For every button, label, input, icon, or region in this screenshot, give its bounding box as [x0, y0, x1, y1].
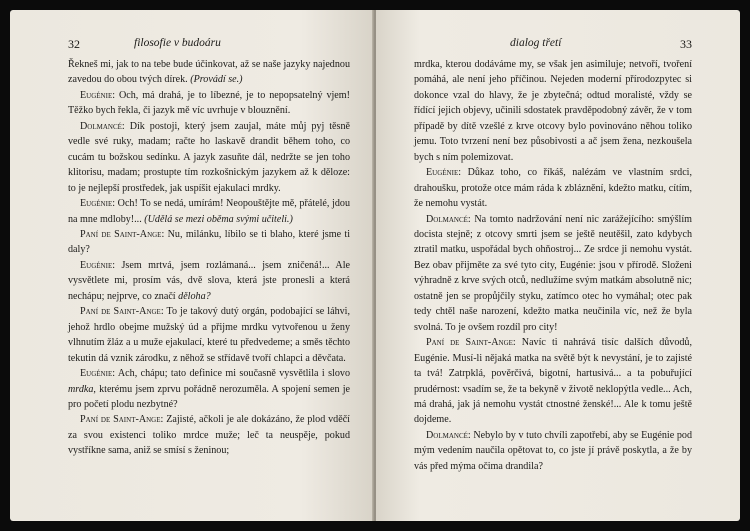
right-running-title: dialog třetí — [510, 37, 562, 49]
paragraph — [68, 227, 350, 258]
paragraph — [68, 304, 350, 366]
speaker-name: Dolmancé: — [426, 429, 471, 441]
paragraph-text: Och, má drahá, je to líbezné, je to nepopsatelný vjem! Těžko bych řekla, či jazyk mě víc uvrhuje v blouznění. — [68, 89, 350, 117]
speaker-name: Eugénie: — [80, 89, 116, 101]
italic-text: (Udělá se mezi oběma svými učiteli.) — [141, 213, 293, 225]
paragraph-text: Nebylo by v tuto chvíli zapotřebí, aby se Eugénie pod mým vedením naučila opětovat to, co jste jí právě poskytla, a že by vás před mýma očima drandila? — [414, 429, 692, 472]
speaker-name: Paní de Saint-Ange: — [80, 306, 164, 318]
left-page-number: 32 — [68, 37, 80, 51]
right-page-number: 33 — [680, 37, 692, 51]
speaker-name: Dolmancé: — [426, 213, 471, 225]
paragraph-text: Důkaz toho, co říkáš, nalézám ve vlastním srdci, drahoušku, protože otce mám ráda k zbláznění, kdežto matku, cítím, že nemohu vystát. — [414, 167, 692, 210]
speaker-name: Dolmancé: — [80, 120, 125, 132]
paragraph — [68, 88, 350, 119]
paragraph — [414, 335, 692, 428]
paragraph-text: Řekneš mi, jak to na tebe bude účinkovat, až se naše jazyky najednou zavedou do obou tvých dírek. — [68, 59, 350, 86]
paragraph — [414, 212, 692, 336]
paragraph-text: mrdka, kterou dodáváme my, se však jen asimiluje; netvoří, tvoření pomáhá, ale není jeho příčinou. Nejeden moderní přírodozpytec si dokonce vzal do hlavy, že je zbytečná; odtud moralisté, vždy se řídící jejich objevy, učinili sdostatek pravděpodobný závěr, že v tom případě by dítě vzešlé z krve otcovy bylo povinováno něhou toliko jemu. Toto tvrzení není bez působivosti a ač jsem žena, nezkoušela bych s ním polemizovat. — [414, 59, 692, 163]
speaker-name: Eugénie: — [80, 198, 116, 210]
open-book — [10, 10, 740, 521]
left-page-text — [68, 57, 350, 459]
left-page-header — [68, 37, 350, 57]
paragraph-text: Nu, milánku, líbilo se ti blaho, které jsme ti daly? — [68, 228, 351, 256]
right-page-text — [414, 57, 692, 474]
speaker-name: Eugénie: — [426, 167, 462, 179]
paragraph — [68, 196, 350, 227]
paragraph — [414, 165, 692, 211]
italic-text: (Provádí se.) — [187, 74, 243, 86]
paragraph-text: Na tomto nadržování není nic zarážejícího: smýšlím docista stejně; z otcovy smrti jsem se ještě neutěšil, zato kdybych ztratil matku, uspořádal bych ohňostroj... Ze srdce ji nemohu vystát. Bez obav přijměte za své tyto city, Eugénie: jsou v přírodě. Složeni výhradně z krve svých otců, nedlužíme svým matkám absolutně nic; ostatně jen se propůjčily styku, zatímco otec ho vymáhal; otec pak tedy chtěl naše narození, kdežto matka neučinila víc, než že byla svolná. To je ovšem rozdíl pro city! — [414, 213, 692, 333]
speaker-name: Paní de Saint-Ange: — [80, 414, 164, 426]
left-page — [10, 10, 374, 521]
right-page-header — [414, 37, 692, 57]
speaker-name: Paní de Saint-Ange: — [80, 228, 165, 240]
paragraph-text: Dík postoji, který jsem zaujal, máte můj pyj těsně vedle své ruky, madam; račte ho laskavě drandit během toho, co cucám tu božskou sedínku. A jazyk zasuňte dál, nedržte se jen toho klitorisu, madam; prostupte tím rozkošnickým jazykem až k děloze: to je nejlepší prostředek, jak uspíšit ejakulaci mrdky. — [68, 120, 350, 194]
speaker-name: Paní de Saint-Ange: — [426, 337, 516, 349]
italic-text: děloha? — [178, 290, 211, 302]
left-running-title: filosofie v budoáru — [134, 37, 221, 49]
paragraph — [68, 366, 350, 412]
paragraph — [68, 119, 350, 196]
paragraph-text: Jsem mrtvá, jsem rozlámaná... jsem zničená!... Ale vysvětlete mi, prosím vás, dvě slova, která jste pronesli a která nechápu; nejprve, co značí — [68, 259, 350, 302]
paragraph-text: To je takový dutý orgán, podobající se láhvi, jehož hrdlo obejme mužský úd a přijme mrdku vytvořenou u ženy vlhnutím žláz a u muže ejakulací, které tu předvedeme; a směs těchto tekutin dá vznik zárodku, z něhož se střídavě tvoří chlapci a děvčata. — [68, 306, 350, 364]
paragraph-text: Ach, chápu; tato definice mi současně vysvětlila i slovo — [115, 368, 350, 380]
paragraph — [68, 412, 350, 458]
paragraph-text: Navíc ti nahrává tisíc dalších důvodů, Eugénie. Musí-li nějaká matka na světě být k nevystání, je to zajisté ta tvá! Zatrpklá, pověrčivá, bigotní, hartusivá... a ta pobuřující prudérnost: vsadím se, že ta bekyně v životě neklopýtla vedle... Ach, má drahá, jak já nemohu vystát ctnostné ženské!... Ale k tomu ještě dojdeme. — [414, 337, 692, 426]
paragraph — [414, 57, 692, 165]
paragraph — [414, 428, 692, 474]
speaker-name: Eugénie: — [80, 368, 116, 380]
right-page — [376, 10, 740, 521]
paragraph — [68, 258, 350, 304]
paragraph-text-continued: , kterému jsem zprvu pořádně nerozuměla. A spojení semen je pro početí plodu nezbytné? — [68, 383, 350, 410]
italic-text: mrdka — [68, 383, 94, 395]
paragraph-text: Och! To se nedá, umírám! Neopouštějte mě, přátelé, jdou na mne mdloby!... — [68, 198, 350, 225]
speaker-name: Eugénie: — [80, 259, 116, 271]
paragraph-text: Zajisté, ačkoli je ale dokázáno, že plod vděčí za svou existenci toliko mrdce muže; leč ta neuspěje, pokud vystříkne sama, aniž se smísí s ženinou; — [68, 414, 350, 457]
paragraph — [68, 57, 350, 88]
